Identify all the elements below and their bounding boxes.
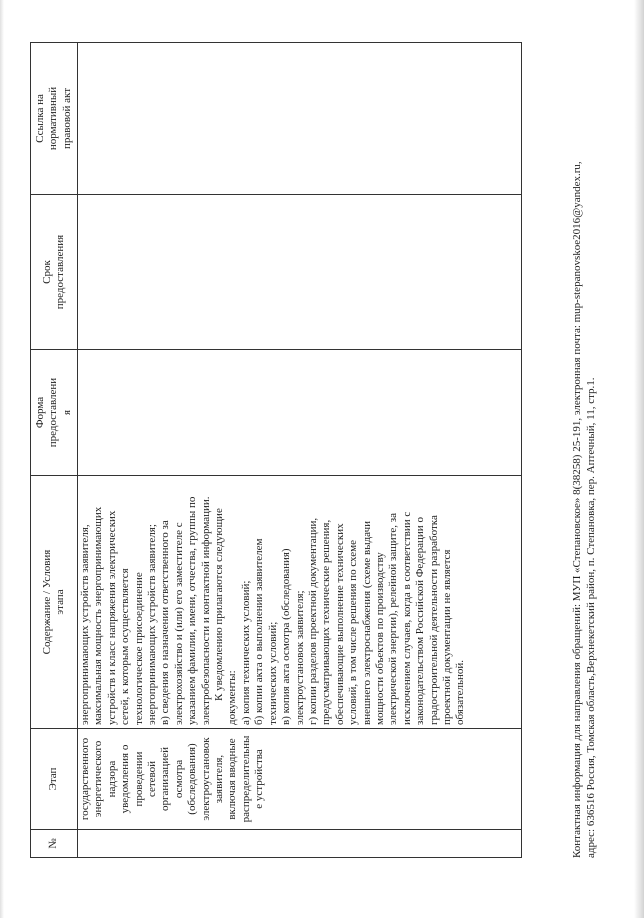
contact-info bbox=[570, 38, 598, 858]
rotated-page bbox=[0, 25, 620, 905]
header-stage: Этап bbox=[31, 729, 78, 830]
header-number: № bbox=[31, 830, 78, 858]
cell-stage: государственного энергетического надзора уведомления о проведении сетевой организацией осмотра (обследования) электроустановок заявителя, включая вводные распределительны е устройства bbox=[78, 729, 522, 830]
cell-number bbox=[78, 830, 522, 858]
table-row bbox=[78, 43, 522, 858]
contact-line-2: адрес: 636516 Россия, Томская область,Верхнекетский район, п. Степановка, пер. Аптечный, 11, стр.1. bbox=[585, 377, 597, 858]
header-content: Содержание / Условия этапа bbox=[31, 476, 78, 729]
procedure-table bbox=[30, 42, 522, 858]
cell-content: энергопринимающих устройств заявителя, максимальная мощность энергопринимающих устройств и класс напряжения электрических сетей, к которым осуществляется технологическое присоединение энергопринимающих устройств заявителя; в) сведения о назначении ответственного за электрохозяйство и (или) его заместителе с указанием фамилии, имени, отчества, группы по электробезопасности и контактной информации. К уведомлению прилагаются следующие документы: а) копия технических условий; б) копии акта о выполнении заявителем технических условий; в) копия акта осмотра (обследования) электроустановок заявителя; г) копии разделов проектной документации, предусматривающих технические решения, обеспечивающие выполнение технических условий, в том числе решения по схеме внешнего электроснабжения (схеме выдачи мощности объектов по производству электрической энергии), релейной защите, за исключением случаев, когда в соответствии с законодательством Российской Федерации о градостроительной деятельности разработка проектной документации не является обязательной. bbox=[78, 476, 522, 729]
contact-line-1: Контактная информация для направления обращений: МУП «Степановское» 8(38258) 25-191, электронная почта: mup-stepanovskoe2016@yandex.ru, bbox=[571, 161, 583, 858]
header-term: Срок предоставления bbox=[31, 195, 78, 350]
header-reference: Ссылка на нормативный правовой акт bbox=[31, 43, 78, 195]
cell-form bbox=[78, 350, 522, 476]
cell-reference bbox=[78, 43, 522, 195]
page-right-shadow bbox=[634, 0, 644, 918]
table-header-row bbox=[31, 43, 78, 858]
header-form: Форма предоставлени я bbox=[31, 350, 78, 476]
cell-term bbox=[78, 195, 522, 350]
